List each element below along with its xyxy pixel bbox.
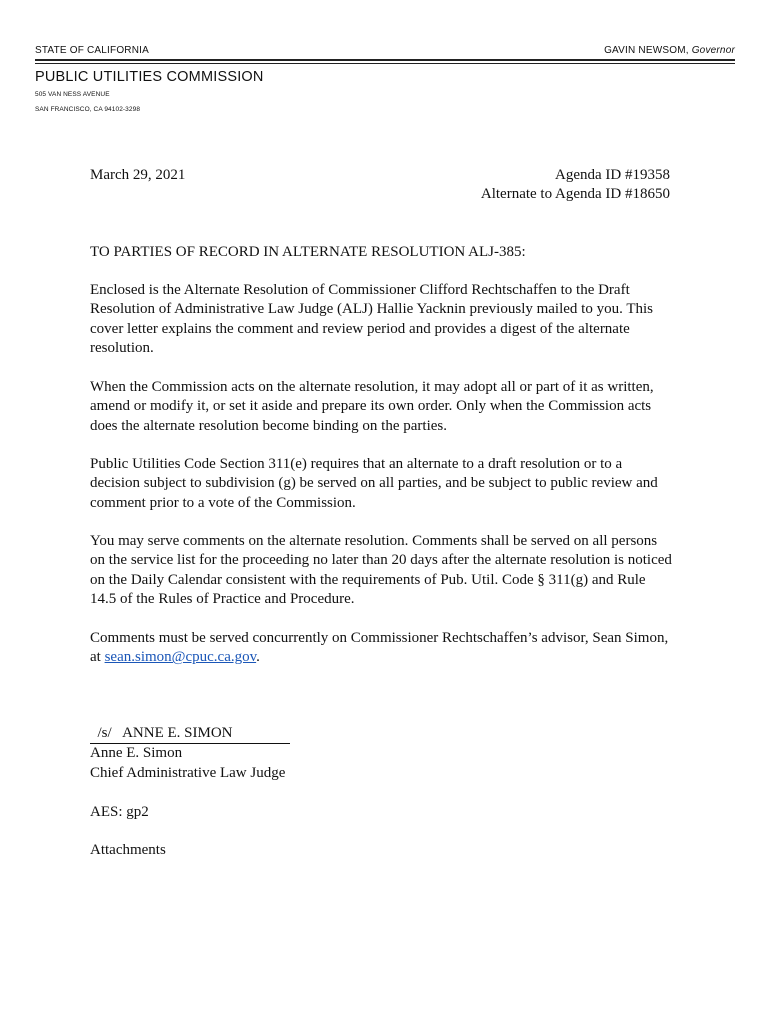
address-line-1: 505 VAN NESS AVENUE <box>35 91 110 98</box>
paragraph-advisor <box>90 629 672 668</box>
governor-name: GAVIN NEWSOM, <box>604 45 689 56</box>
salutation: TO PARTIES OF RECORD IN ALTERNATE RESOLUTION ALJ-385: <box>90 244 526 260</box>
signature-line: /s/ ANNE E. SIMON <box>90 724 290 744</box>
advisor-email-link[interactable]: sean.simon@cpuc.ca.gov <box>104 649 257 666</box>
governor-title: Governor <box>691 45 735 56</box>
signer-title: Chief Administrative Law Judge <box>90 764 286 781</box>
letterhead-rule-thin <box>35 63 735 64</box>
signature-block <box>90 724 672 783</box>
paragraph-commission-acts: When the Commission acts on the alternate resolution, it may adopt all or part of it as written, amend or modify it, or set it aside and prepare its own order. Only when the Commission acts does the alternate resolution become binding on the parties. <box>90 379 654 434</box>
address-line-2: SAN FRANCISCO, CA 94102-3298 <box>35 106 141 113</box>
governor <box>604 45 735 59</box>
state-name: STATE OF CALIFORNIA <box>35 45 149 56</box>
agenda-block <box>481 166 670 205</box>
agency-name: PUBLIC UTILITIES COMMISSION <box>35 69 264 85</box>
attachments-label: Attachments <box>90 842 166 858</box>
letterhead-top-row <box>35 45 735 59</box>
advisor-text: Comments must be served concurrently on Commissioner Rechtschaffen’s advisor, Sean Simon, at <box>90 630 669 666</box>
letter-date: March 29, 2021 <box>90 167 186 183</box>
letterhead-rule-thick <box>35 59 735 61</box>
initials: AES: gp2 <box>90 804 149 820</box>
paragraph-serve-comments: You may serve comments on the alternate resolution. Comments shall be served on all persons on the service list for the proceeding no later than 20 days after the alternate resolution is noticed on the Daily Calendar consistent with the requirements of Pub. Util. Code § 311(g) and Rule 14.5 of the Rules of Practice and Procedure. <box>90 533 672 608</box>
paragraph-enclosed: Enclosed is the Alternate Resolution of Commissioner Clifford Rechtschaffen to the Draft Resolution of Administrative Law Judge (ALJ) Hallie Yacknin previously mailed to you. This cover letter explains the comment and review period and provides a digest of the alternate resolution. <box>90 282 653 357</box>
advisor-text-end: . <box>256 649 260 666</box>
agenda-id: Agenda ID #19358 <box>555 167 670 183</box>
signer-name: Anne E. Simon <box>90 745 183 762</box>
paragraph-code-section: Public Utilities Code Section 311(e) requires that an alternate to a draft resolution or to a decision subject to subdivision (g) be served on all parties, and be subject to public review and comment prior to a vote of the Commission. <box>90 456 658 511</box>
alternate-to-agenda-id: Alternate to Agenda ID #18650 <box>480 186 670 203</box>
